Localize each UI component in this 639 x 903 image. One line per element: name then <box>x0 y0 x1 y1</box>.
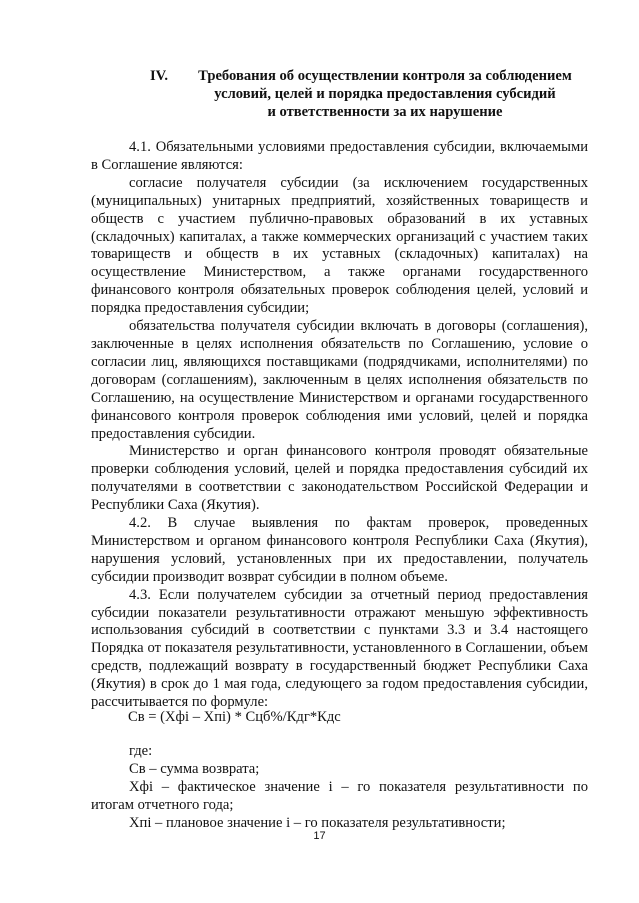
paragraph-4-2: 4.2. В случае выявления по фактам проверок, проведенных Министерством и органом финансового контроля Республики Саха (Якутия), нарушения условий, установленных при их предоставлении, получатель субсидии производит возврат субсидии в полном объеме. <box>91 515 588 585</box>
return-formula: Св = (Хфi – Хпi) * Сцб%/Кдг*Кдс <box>128 709 341 725</box>
section-title-line-3: и ответственности за их нарушение <box>267 104 503 120</box>
page-number: 17 <box>313 830 326 842</box>
definition-sv: Св – сумма возврата; <box>129 760 260 777</box>
definition-where: где: <box>129 743 153 759</box>
paragraph-obligations: обязательства получателя субсидии включать в договоры (соглашения), заключенные в целях исполнения обязательств по Соглашению, условие о согласии лиц, являющихся поставщиками (подрядчиками, исполнителями) по договорам (соглашениям), заключенным в целях исполнения обязательств по Соглашению, на осуществление Министерством и органами государственного финансового контроля проверок соблюдения ими условий, целей и порядка предоставления субсидии. <box>91 318 588 442</box>
paragraph-4-3: 4.3. Если получателем субсидии за отчетный период предоставления субсидии показатели результативности отражают меньшую эффективность использования субсидий в соответствии с пунктами 3.3 и 3.4 настоящего Порядка от показателя результативности, установленного в Соглашении, объем средств, подлежащий возврату в государственный бюджет Республики Саха (Якутия) в срок до 1 мая года, следующего за годом предоставления субсидии, рассчитывается по формуле: <box>91 586 588 711</box>
body-text <box>91 139 588 712</box>
section-heading <box>150 67 590 121</box>
definition-hfi: Хфi – фактическое значение i – го показателя результативности по итогам отчетного года; <box>91 778 588 813</box>
section-title-line-2: условий, целей и порядка предоставления субсидий <box>214 86 556 102</box>
section-number: IV. <box>150 68 168 84</box>
definitions <box>91 743 588 833</box>
section-title-line-1: Требования об осуществлении контроля за соблюдением <box>198 68 572 84</box>
definition-hpi: Хпi – плановое значение i – го показателя результативности; <box>129 814 506 831</box>
paragraph-inspections: Министерство и орган финансового контроля проводят обязательные проверки соблюдения условий, целей и порядка предоставления субсидий их получателями в соответствии с законодательством Российской Федерации и Республики Саха (Якутия). <box>91 443 588 514</box>
paragraph-consent: согласие получателя субсидии (за исключением государственных (муниципальных) унитарных предприятий, хозяйственных товариществ и обществ с участием публично-правовых образований в их уставных (складочных) капиталах, а также коммерческих организаций с участием таких товариществ и обществ в их уставных (складочных) капиталах) на осуществление Министерством, а также органами государственного финансового контроля обязательных проверок соблюдения целей, условий и порядка предоставления субсидии; <box>91 174 588 317</box>
paragraph-4-1: 4.1. Обязательными условиями предоставления субсидии, включаемыми в Соглашение являются: <box>91 139 588 173</box>
